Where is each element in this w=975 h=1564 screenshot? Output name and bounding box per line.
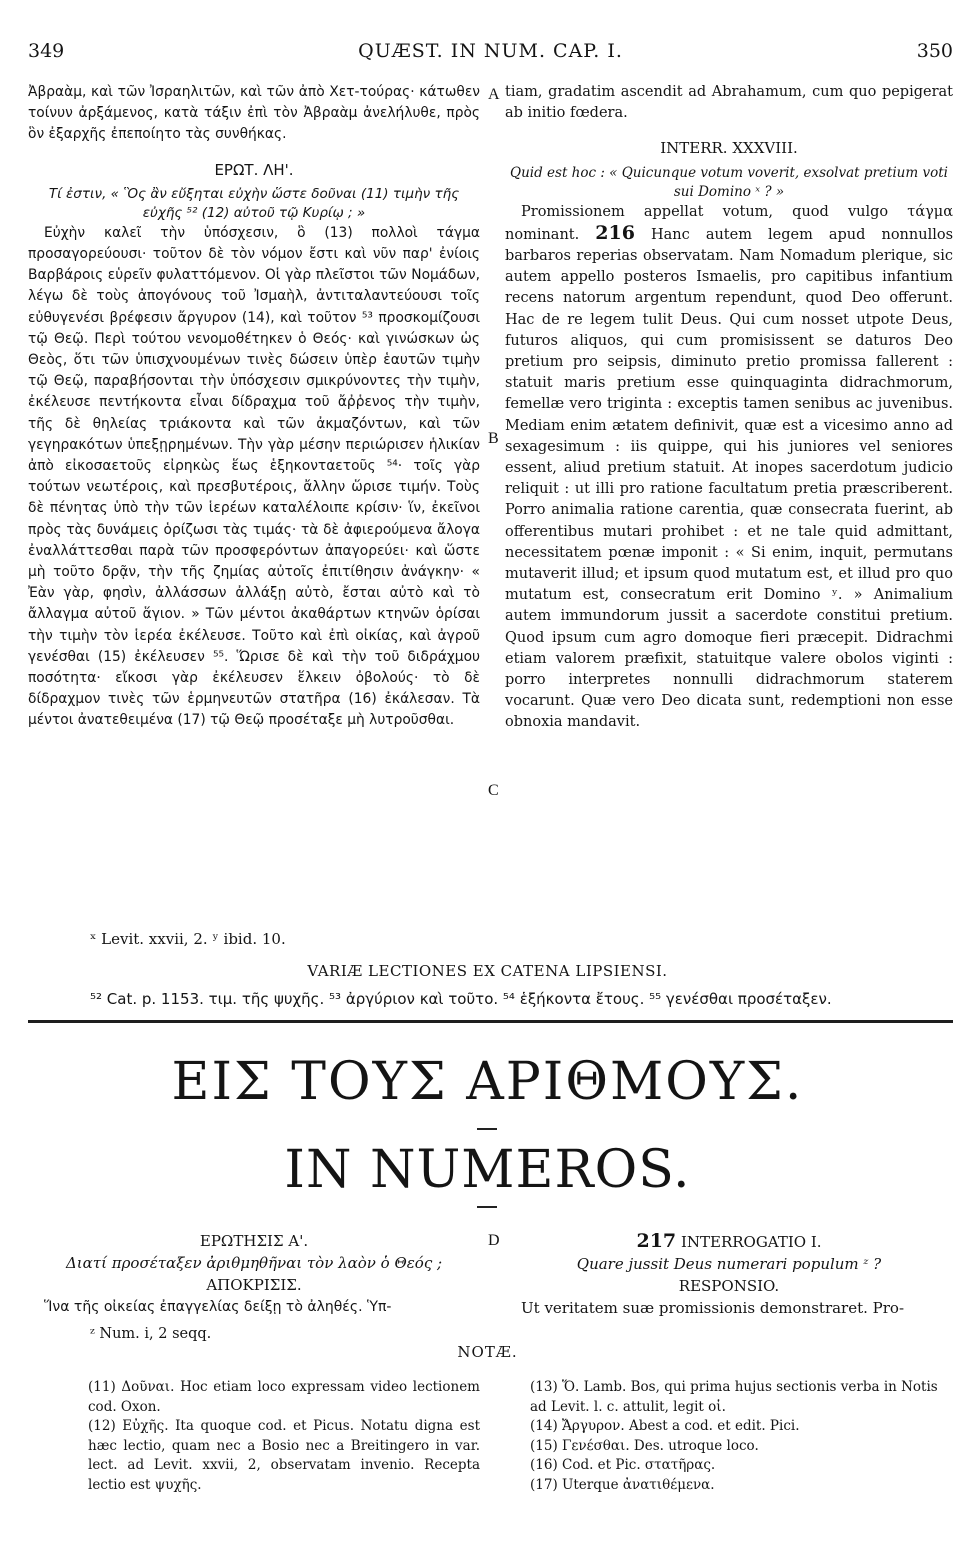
latin-paragraph-continued: tiam, gradatim ascendit ad Abrahamum, cum quo pepigerat ab initio fœdera.: [505, 84, 953, 122]
margin-letter-b: B: [488, 430, 499, 447]
greek-answer-body: Εὐχὴν καλεῖ τὴν ὑπόσχεσιν, ὃ (13) πολλοὶ τάγμα προσαγορεύουσι· τοῦτον δὲ τὸν νόμον ἔστι καὶ νῦν παρ' ἐνίοις Βαρβάροις εὑρεῖν φυλαττόμενον. Οἱ γὰρ πλεῖστοι τῶν Νομάδων, λέγω δὲ τοὺς ἀπογόνους τοῦ Ἰσμαὴλ, ἀντιταλαντεύουσι τοῖς εὐθυγενέσι βρέφεσιν ἄργυρον (14), καὶ τοῦτον ⁵³ προσκομίζουσι τῷ Θεῷ. Περὶ τούτου νενομοθέτηκεν ὁ Θεός· καὶ γινώσκων ὡς Θεὸς, ὅτι τῶν ὑπισχνουμένων τινὲς δώσειν ὑπὲρ ἑαυτῶν τιμὴν τῷ Θεῷ, παραβήσονται τὴν ὑπόσχεσιν σμικρύνοντες τὴν τιμὴν, ἐκέλευσε πεντήκοντα εἶναι δίδραχμα τοῦ ἄῤῥενος τὴν τιμὴν, τῆς δὲ θηλείας τριάκοντα καὶ τῶν ἀκμαζόντων, καὶ τῶν γεγηρακότων ὑπεξῃρημένων. Τὴν γὰρ μέσην περιώρισεν ἡλικίαν ἀπὸ εἰκοσαετοῦς εἰρηκὼς ἕως ἑξηκονταετοῦς ⁵⁴· τοῖς γὰρ τούτων νεωτέροις, καὶ πρεσβυτέροις, ἄλλην ὥρισε τιμήν. Τοὺς δὲ πένητας ὑπὸ τὴν τῶν ἱερέων καταλέλοιπε κρίσιν· ἵν, ἐκεῖνοι πρὸς τὰς δυνάμεις ὁρίζωσι τὰς τιμάς· τὰ δὲ ἀφιερούμενα ἄλογα ἐναλλάττεσθαι παρὰ τῶν προσφερόντων ἀπαγορεύει· καὶ ὥστε μὴ τοῦτο δρᾷν, τὴν τῆς ζημίας αὐτοῖς ἐπιτίθησιν ἀνάγκην· « Ἐὰν γὰρ, φησὶν, ἀλλάσσων ἀλλάξῃ αὐτὸ, ἔσται αὐτὸ καὶ τὸ ἄλλαγμα αὐτοῦ ἅγιον. » Τῶν μέντοι ἀκαθάρτων κτηνῶν ὁρίσαι τὴν τιμὴν τὸν ἱερέα ἐκέλευσε. Τοῦτο καὶ ἐπὶ οἰκίας, καὶ ἀγροῦ γενέσθαι (15) ἐκέλευσεν ⁵⁵. Ὥρισε δὲ καὶ τὴν τοῦ διδράχμου ποσότητα· εἴκοσι γὰρ ἐκέλευσεν ἕλκειν ὀβολούς· τὸ δὲ δίδραχμον τινὲς τῶν ἑρμηνευτῶν στατῆρα (16) ἐκάλεσαν. Τὰ μέντοι ἀνατεθειμένα (17) τῷ Θεῷ προσέταξε μὴ λυτροῦσθαι.: [28, 224, 480, 729]
latin-q1-heading: INTERROGATIO I.: [680, 1233, 822, 1251]
note-14: (14) Ἄργυρον. Abest a cod. et edit. Pici.: [530, 1418, 800, 1434]
column-number-217: 217: [636, 1230, 677, 1252]
margin-letter-d: D: [488, 1232, 500, 1249]
running-header: [28, 30, 953, 70]
greek-q1-answer-heading: ΑΠΟΚΡΙΣΙΣ.: [206, 1276, 302, 1294]
title-dash-2: [477, 1206, 497, 1208]
note-13: (13) Ὅ. Lamb. Bos, qui prima hujus sectionis verba in Notis ad Levit. l. c. attulit, legit οἱ.: [530, 1379, 938, 1415]
latin-question-heading: INTERR. XXXVIII.: [660, 139, 798, 158]
notes-left: [88, 1378, 480, 1495]
greek-q1-heading: ΕΡΩΤΗΣΙΣ Α'.: [199, 1232, 309, 1250]
scripture-footnotes: ˣ Levit. xxvii, 2. ʸ ibid. 10.: [90, 930, 286, 948]
latin-q1-answer-heading: RESPONSIO.: [678, 1277, 780, 1295]
greek-q1-question: Διατί προσέταξεν ἀριθμηθῆναι τὸν λαὸν ὁ Θεός ;: [65, 1254, 443, 1272]
latin-column: [505, 82, 953, 734]
greek-column: [28, 82, 480, 732]
note-12: (12) Εὐχῆς. Ita quoque cod. et Picus. Notatu digna est hæc lectio, quam nec a Bosio nec a Breitingero in var. lect. ad Levit. xxvii, 2, observatam invenio. Recepta lectio est ψυχῆς.: [88, 1418, 480, 1493]
note-11: (11) Δοῦναι. Hoc etiam loco expressam video lectionem cod. Oxon.: [88, 1379, 480, 1415]
greek-paragraph-continued: Ἀβραὰμ, καὶ τῶν Ἰσραηλιτῶν, καὶ τῶν ἀπὸ Χετ-τούρας· κάτωθεν τοίνυν ἀρξάμενος, κατὰ τάξιν ἐπὶ τὸν Ἀβραὰμ ἀνελήλυθε, πρὸς ὃν ἐξαρχῆς ἐπεποίητο τὰς συνθήκας.: [28, 84, 480, 143]
column-number-216: 216: [595, 221, 635, 244]
latin-body-part-a: Promissionem appellat votum, quod vulgo τάγμα nominant.: [505, 203, 953, 243]
numbers-reference: ᶻ Num. i, 2 seqq.: [90, 1326, 212, 1342]
latin-body-part-b: Hanc autem legem apud nonnullos barbaros reperias observatam. Nam Nomadum plerique, sic autem appello posteros Ismaelis, pro capitibus infantium recens natorum argentum rependunt, quod Deo offerunt. Hac de re legem tulit Deus. Qui cum nosset utpote Deus, futuros aliquos, qui cum promisissent se daturos Deo pretium pro seipsis, diminuto pretio promissa fallerent : statuit maris pretium esse quinquaginta didrachmorum, femellæ vero triginta : exceptis tamen senibus ac juvenibus. Mediam enim ætatem definivit, quæ est a vicesimo anno ad sexagesimum : iis quippe, qui his juniores vel seniores essent, aliud pretium statuit. At inopes sacerdotum judicio reliquit : ut illi pro ratione facultatum pretia præscriberent. Porro animalia ratione carentia, quæ consecrata fuerint, ab offerentibus mutari prohibet : et ne tale quid admittant, necessitatem pœnæ imponit : « Si enim, inquit, permutans mutaverit illud; et ipsum quod mutatum est, et illud pro quo mutatum est, consecratum erit Domino ʸ. » Animalium autem immundorum jussit a sacerdote constitui pretium. Quod ipsum cum agro domoque fieri præcepit. Didrachmi etiam valorem præfixit, statuitque valere obolos viginti : porro interpretes nonnulli didrachmorum staterem vocarunt. Quæ vero Deo dicata sunt, redemptioni non esse obnoxia mandavit.: [505, 226, 954, 731]
note-17: (17) Uterque ἀνατιθέμενα.: [530, 1476, 715, 1493]
running-title: QUÆST. IN NUM. CAP. I.: [358, 40, 623, 62]
section-divider: [28, 1020, 953, 1023]
margin-letter-a: A: [488, 86, 500, 103]
greek-question-1: [28, 1230, 480, 1318]
greek-q1-answer: Ἵνα τῆς οἰκείας ἐπαγγελίας δείξῃ τὸ ἀληθές. Ὑπ-: [44, 1299, 392, 1315]
title-dash: [477, 1128, 497, 1130]
greek-question-heading: ΕΡΩΤ. ΛΗ'.: [214, 160, 294, 179]
notae-heading: NOTÆ.: [457, 1343, 518, 1361]
note-15: (15) Γενέσθαι. Des. utroque loco.: [530, 1437, 759, 1454]
latin-question-1: [505, 1230, 953, 1319]
variae-lectiones-line: ⁵² Cat. p. 1153. τιμ. τῆς ψυχῆς. ⁵³ ἀργύριον καὶ τοῦτο. ⁵⁴ ἑξήκοντα ἔτους. ⁵⁵ γενέσθαι προσέταξεν.: [90, 990, 832, 1008]
latin-answer-body: [505, 202, 953, 734]
latin-q1-heading-line: [505, 1230, 953, 1253]
greek-question: Τί ἐστιν, « Ὃς ἂν εὔξηται εὐχὴν ὥστε δοῦναι (11) τιμὴν τῆς εὐχῆς ⁵² (12) αὐτοῦ τῷ Κυρίῳ ; »: [48, 185, 460, 221]
latin-book-title: IN NUMEROS.: [284, 1140, 691, 1200]
latin-question: Quid est hoc : « Quicunque votum voverit, exsolvat pretium voti sui Domino ˣ ? »: [510, 164, 948, 200]
variae-lectiones-heading: VARIÆ LECTIONES EX CATENA LIPSIENSI.: [307, 962, 668, 980]
note-16: (16) Cod. et Pic. στατῆρας.: [530, 1457, 716, 1473]
page-number-left: 349: [28, 40, 65, 62]
latin-q1-answer: Ut veritatem suæ promissionis demonstraret. Pro-: [521, 1299, 905, 1317]
latin-q1-question: Quare jussit Deus numerari populum ᶻ ?: [576, 1255, 882, 1273]
notes-right: [530, 1378, 950, 1495]
page-number-right: 350: [916, 40, 953, 62]
greek-book-title: ΕΙΣ ΤΟΥΣ ΑΡΙΘΜΟΥΣ.: [171, 1052, 804, 1112]
margin-letter-c: C: [488, 782, 499, 799]
